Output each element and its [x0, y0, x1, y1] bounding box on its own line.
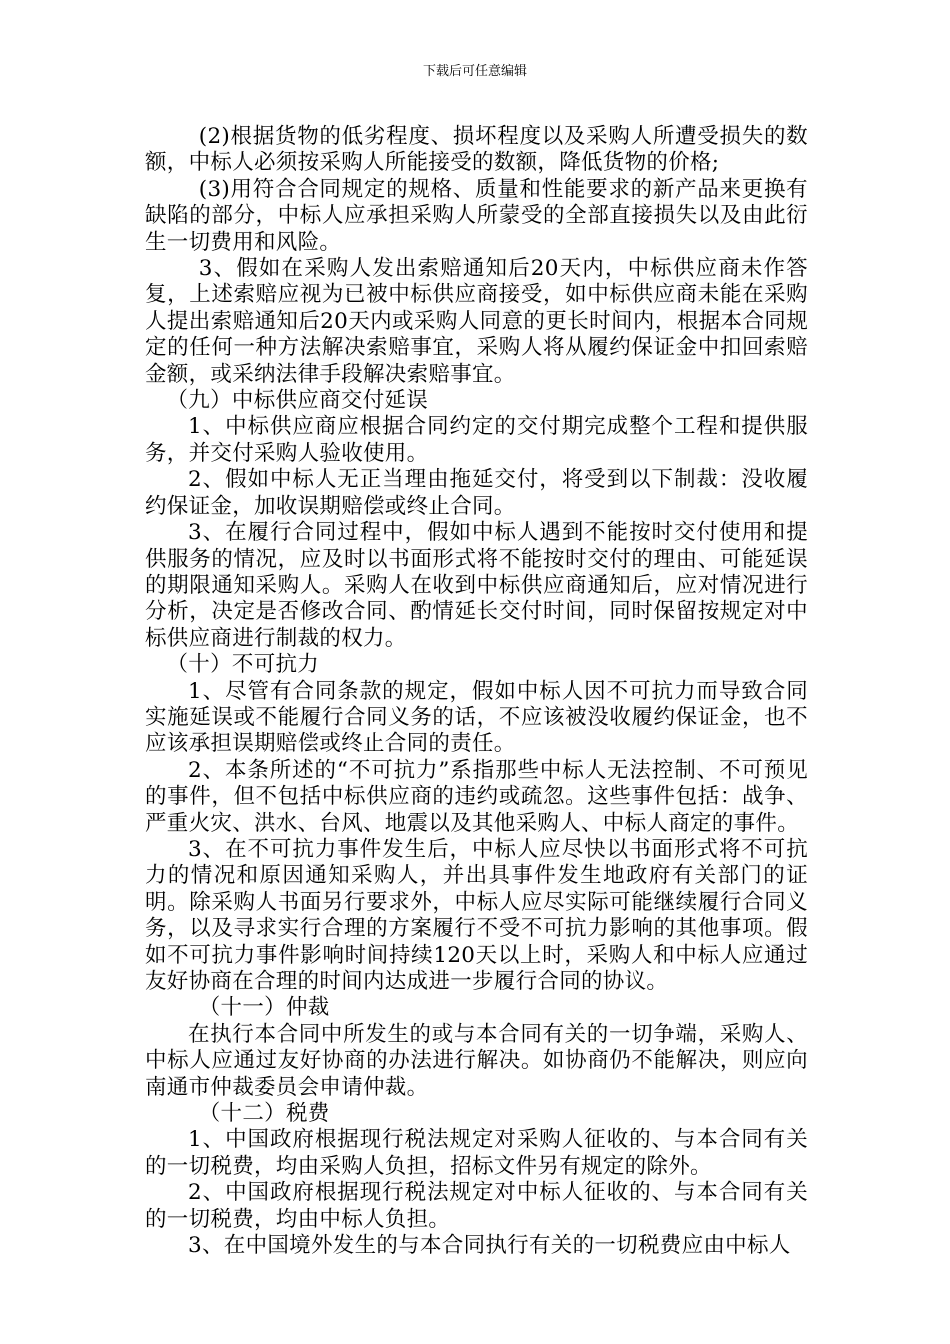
paragraph: 1、尽管有合同条款的规定，假如中标人因不可抗力而导致合同实施延误或不能履行合同义务的话，不应该被没收履约保证金，也不应该承担误期赔偿或终止合同的责任。 — [145, 678, 808, 757]
section-heading: （九）中标供应商交付延误 — [166, 388, 429, 414]
section-heading: （十二）税费 — [198, 1101, 330, 1127]
section-heading: （十一）仲裁 — [198, 995, 330, 1021]
paragraph: 1、中标供应商应根据合同约定的交付期完成整个工程和提供服务，并交付采购人验收使用。 — [145, 414, 808, 466]
paragraph: (2)根据货物的低劣程度、损坏程度以及采购人所遭受损失的数额，中标人必须按采购人所能接受的数额，降低货物的价格; — [145, 124, 808, 176]
paragraph: 3、在履行合同过程中，假如中标人遇到不能按时交付使用和提供服务的情况，应及时以书面形式将不能按时交付的理由、可能延误的期限通知采购人。采购人在收到中标供应商通知后，应对情况进行分析，决定是否修改合同、酌情延长交付时间，同时保留按规定对中标供应商进行制裁的权力。 — [145, 520, 808, 651]
paragraph: 3、在中国境外发生的与本合同执行有关的一切税费应由中标人 — [188, 1233, 791, 1259]
paragraph: 3、在不可抗力事件发生后，中标人应尽快以书面形式将不可抗力的情况和原因通知采购人，并出具事件发生地政府有关部门的证明。除采购人书面另行要求外，中标人应尽实际可能继续履行合同义务，以及寻求实行合理的方案履行不受不可抗力影响的其他事项。假如不可抗力事件影响时间持续120天以上时，采购人和中标人应通过友好协商在合理的时间内达成进一步履行合同的协议。 — [145, 836, 808, 994]
paragraph: 在执行本合同中所发生的或与本合同有关的一切争端，采购人、中标人应通过友好协商的办法进行解决。如协商仍不能解决，则应向南通市仲裁委员会申请仲裁。 — [145, 1021, 808, 1100]
paragraph: 2、中国政府根据现行税法规定对中标人征收的、与本合同有关的一切税费，均由中标人负担。 — [145, 1180, 808, 1232]
paragraph: 2、假如中标人无正当理由拖延交付，将受到以下制裁：没收履约保证金，加收误期赔偿或终止合同。 — [145, 467, 808, 519]
paragraph: 1、中国政府根据现行税法规定对采购人征收的、与本合同有关的一切税费，均由采购人负担，招标文件另有规定的除外。 — [145, 1127, 808, 1179]
page-header: 下载后可任意编辑 — [422, 64, 527, 79]
paragraph: 2、本条所述的“不可抗力”系指那些中标人无法控制、不可预见的事件，但不包括中标供应商的违约或疏忽。这些事件包括：战争、严重火灾、洪水、台风、地震以及其他采购人、中标人商定的事件。 — [145, 757, 808, 836]
paragraph: (3)用符合合同规定的规格、质量和性能要求的新产品来更换有缺陷的部分，中标人应承担采购人所蒙受的全部直接损失以及由此衍生一切费用和风险。 — [145, 176, 808, 255]
paragraph: 3、假如在采购人发出索赔通知后20天内，中标供应商未作答复，上述索赔应视为已被中标供应商接受，如中标供应商未能在采购人提出索赔通知后20天内或采购人同意的更长时间内，根据本合同规定的任何一种方法解决索赔事宜，采购人将从履约保证金中扣回索赔金额，或采纳法律手段解决索赔事宜。 — [145, 256, 808, 387]
section-heading: （十）不可抗力 — [166, 652, 320, 678]
document-body — [145, 124, 808, 1259]
